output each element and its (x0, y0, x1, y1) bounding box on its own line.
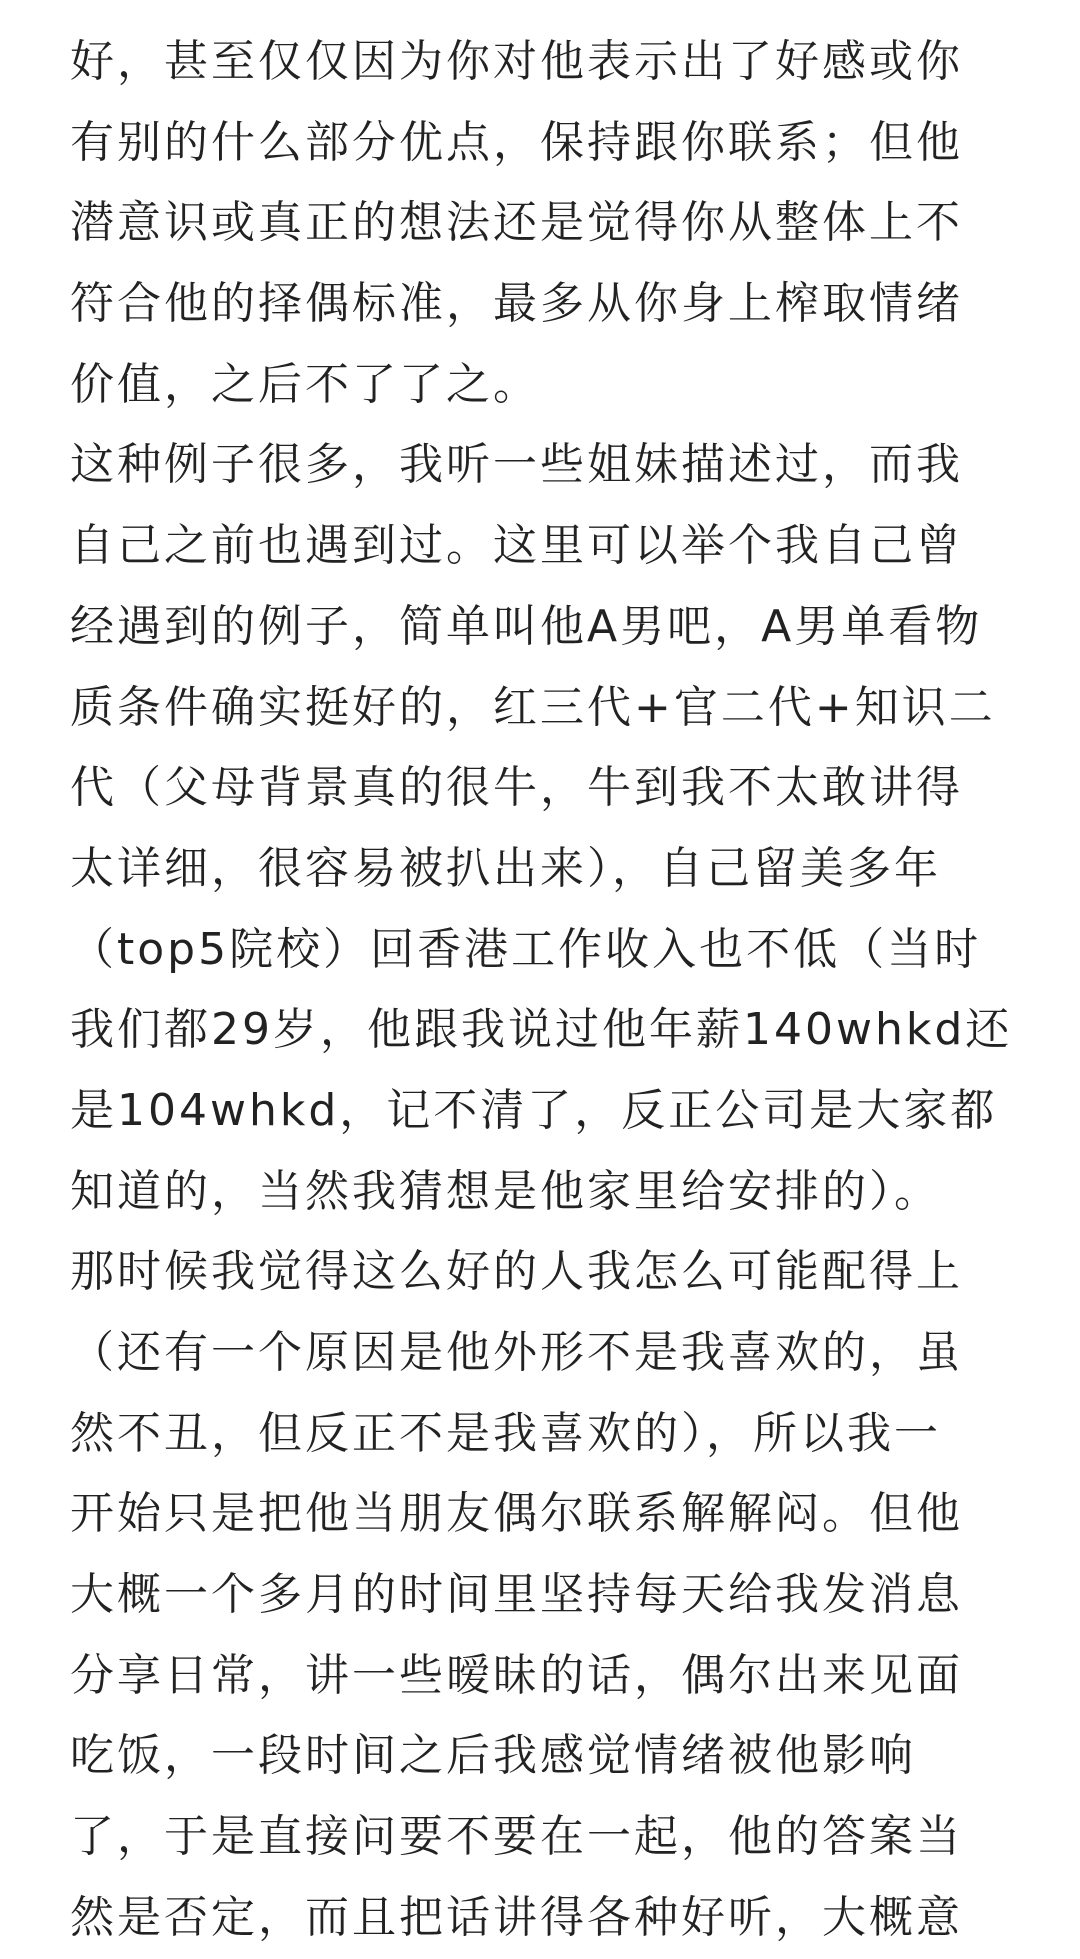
text-line: 代（父母背景真的很牛，牛到我不太敢讲得 (70, 762, 963, 814)
text-line: 有别的什么部分优点，保持跟你联系；但他 (70, 116, 963, 168)
text-line: 自己之前也遇到过。这里可以举个我自己曾 (70, 520, 963, 572)
text-line: 符合他的择偶标准，最多从你身上榨取情绪 (70, 278, 963, 330)
text-line: 质条件确实挺好的，红三代+官二代+知识二 (70, 681, 996, 733)
text-line: （还有一个原因是他外形不是我喜欢的，虽 (70, 1327, 963, 1378)
text-line: 我们都29岁，他跟我说过他年薪140whkd还 (70, 1004, 1013, 1056)
text-line: 经遇到的例子，简单叫他A男吧，A男单看物 (70, 600, 983, 652)
text-line: 这种例子很多，我听一些姐妹描述过，而我 (70, 439, 963, 491)
text-line: 大概一个多月的时间里坚持每天给我发消息 (70, 1569, 963, 1621)
text-line: 那时候我觉得这么好的人我怎么可能配得上 (70, 1246, 963, 1298)
text-line: 好，甚至仅仅因为你对他表示出了好感或你 (70, 36, 963, 87)
text-line: 然不丑，但反正不是我喜欢的），所以我一 (70, 1407, 941, 1459)
text-line: 然是否定，而且把话讲得各种好听，大概意 (70, 1891, 963, 1943)
text-line: 知道的，当然我猜想是他家里给安排的）。 (70, 1165, 941, 1217)
text-line: 价值，之后不了了之。 (70, 358, 540, 410)
text-line: （top5院校）回香港工作收入也不低（当时 (70, 923, 982, 975)
text-line: 太详细，很容易被扒出来），自己留美多年 (70, 842, 941, 894)
text-line: 是104whkd，记不清了，反正公司是大家都 (70, 1084, 998, 1136)
article-body (70, 22, 1013, 1959)
text-line: 开始只是把他当朋友偶尔联系解解闷。但他 (70, 1488, 963, 1540)
text-line: 吃饭，一段时间之后我感觉情绪被他影响 (70, 1730, 916, 1782)
text-line: 了，于是直接问要不要在一起，他的答案当 (70, 1811, 963, 1863)
text-line: 分享日常，讲一些暧昧的话，偶尔出来见面 (70, 1649, 963, 1701)
text-line: 潜意识或真正的想法还是觉得你从整体上不 (70, 197, 963, 249)
